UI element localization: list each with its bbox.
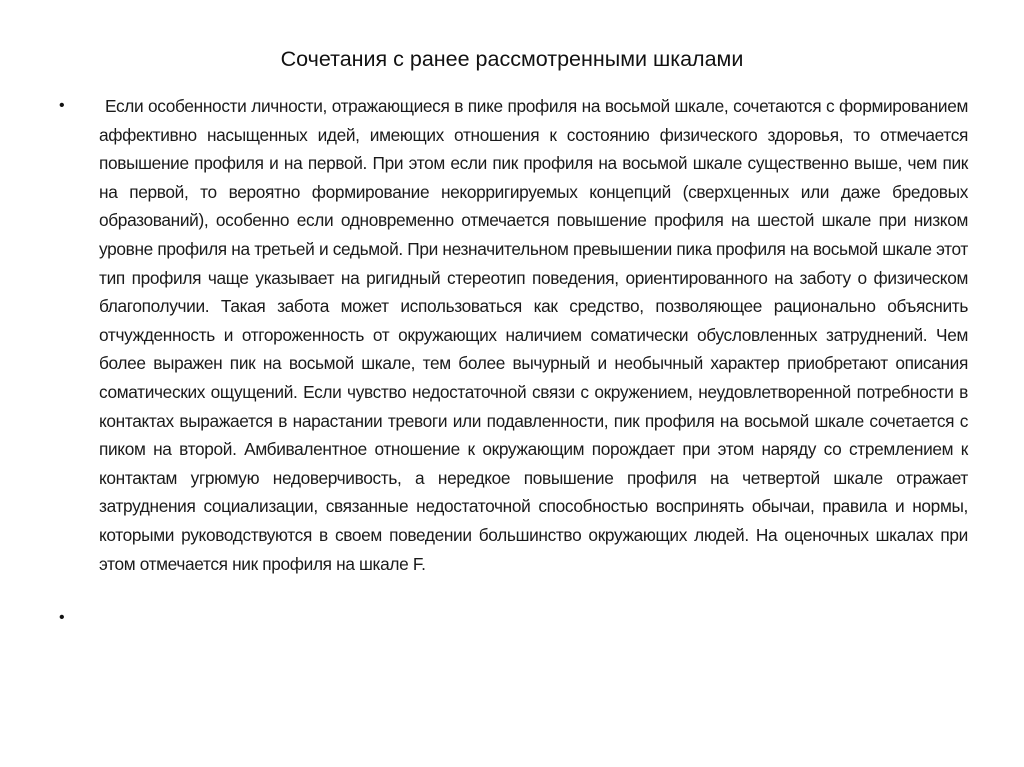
bullet-dot-icon: • — [59, 97, 65, 114]
slide-title: Сочетания с ранее рассмотренными шкалами — [280, 47, 744, 71]
bullet-dot-icon: • — [59, 609, 65, 627]
bullet-item-empty — [56, 604, 968, 633]
bullet-item — [56, 92, 968, 578]
bullet-paragraph: Если особенности личности, отражающиеся в пике профиля на восьмой шкале, сочетаются с формированием аффективно насыщенных идей, имеющих отношения к состоянию физического здоровья, то отмечается повышение профиля и на первой. При этом если пик профиля на восьмой шкале существенно выше, чем пик на первой, то вероятно формирование некорригируемых концепций (сверхценных или даже бредовых образований), особенно если одновременно отмечается повышение профиля на шестой шкале при низком уровне профиля на третьей и седьмой. При незначительном превышении пика профиля на восьмой шкале этот тип профиля чаще указывает на ригидный стереотип поведения, ориентированного на заботу о физическом благополучии. Такая забота может использоваться как средство, позволяющее рационально объяснить отчужденность и отгороженность от окружающих наличием соматически обусловленных затруднений. Чем более выражен пик на восьмой шкале, тем более вычурный и необычный характер приобретают описания соматических ощущений. Если чувство недостаточной связи с окружением, неудовлетворенной потребности в контактах выражается в нарастании тревоги или подавленности, пик профиля на восьмой шкале сочетается с пиком на второй. Амбивалентное отношение к окружающим порождает при этом наряду со стремлением к контактам угрюмую недоверчивость, а нередкое повышение профиля на четвертой шкале отражает затруднения социализации, связанные недостаточной способностью воспринять обычаи, правила и нормы, которыми руководствуются в своем поведении большинство окружающих людей. На оценочных шкалах при этом отмечается ник профиля на шкале F. — [99, 96, 968, 574]
bullet-list — [56, 92, 968, 633]
